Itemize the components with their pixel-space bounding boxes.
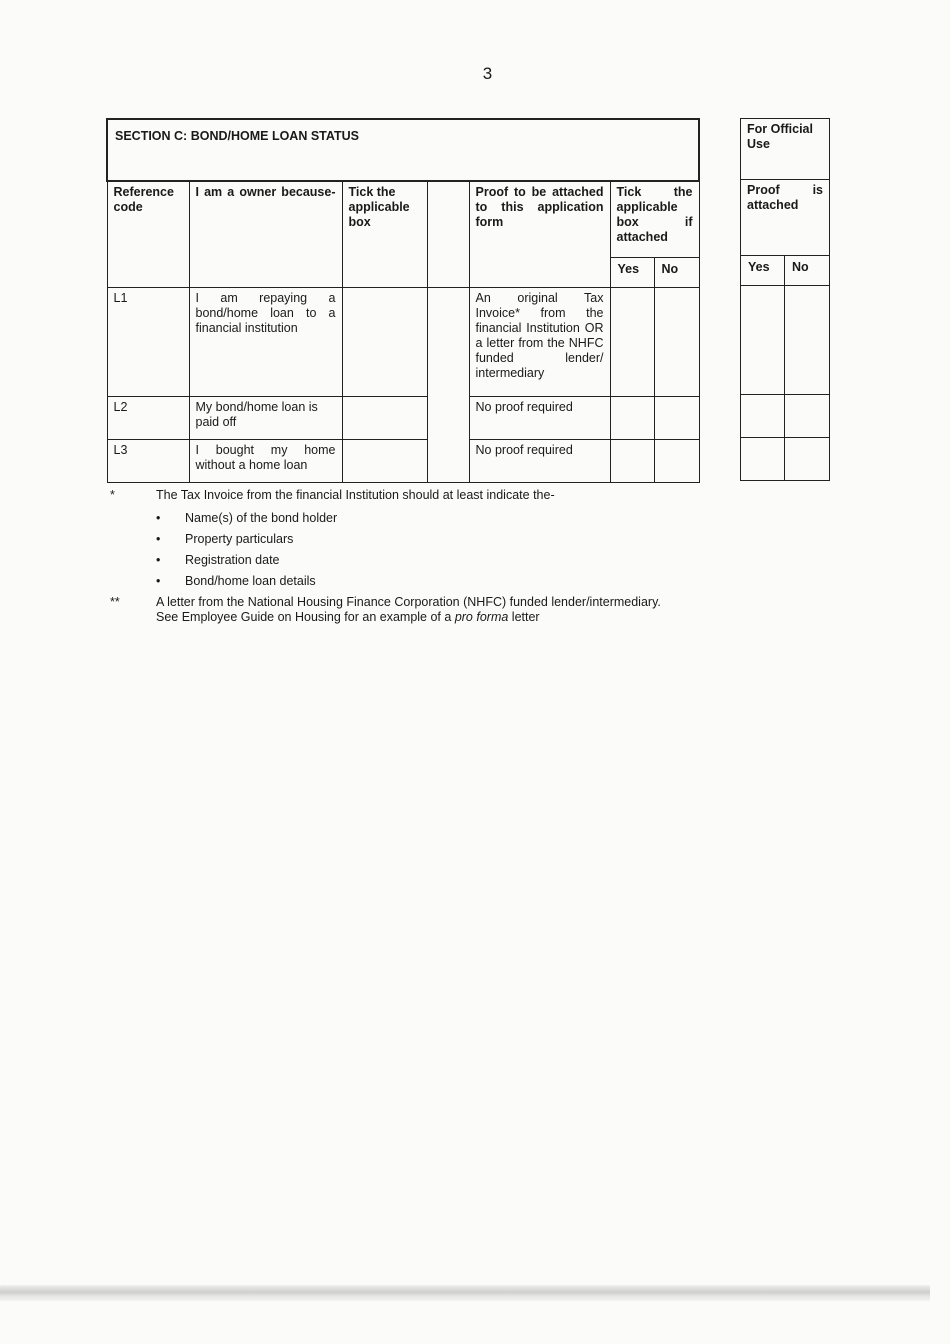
tick-box[interactable] xyxy=(342,287,427,396)
header-reference-code: Reference code xyxy=(107,181,189,287)
official-yes-box[interactable] xyxy=(741,438,785,481)
list-item xyxy=(110,511,770,526)
footnote-double-mark: ** xyxy=(110,595,120,609)
blank-column xyxy=(427,287,469,482)
row-reason: I am repaying a bond/home loan to a financial institution xyxy=(189,287,342,396)
bond-status-table xyxy=(106,118,700,483)
attached-yes-box[interactable] xyxy=(610,287,654,396)
row-code: L3 xyxy=(107,439,189,482)
bullet-icon: • xyxy=(156,553,161,567)
row-proof: No proof required xyxy=(469,439,610,482)
bullet-text: Name(s) of the bond holder xyxy=(185,511,338,525)
footnote-star-text: The Tax Invoice from the financial Institution should at least indicate the- xyxy=(156,488,555,502)
footnote-double-line2 xyxy=(156,610,770,625)
header-proof: Proof to be attached to this application form xyxy=(469,181,610,287)
footnote-double-line1: A letter from the National Housing Finance Corporation (NHFC) funded lender/intermediary. xyxy=(156,595,661,609)
tick-box[interactable] xyxy=(342,396,427,439)
list-item xyxy=(110,574,770,589)
table-row xyxy=(107,439,699,482)
footnote-line2-post: letter xyxy=(511,610,540,624)
table-row xyxy=(107,287,699,396)
row-code: L1 xyxy=(107,287,189,396)
header-owner-reason: I am a owner because- xyxy=(189,181,342,287)
bullet-icon: • xyxy=(156,532,161,546)
official-use-title: For Official Use xyxy=(741,119,830,180)
footnote-star-mark: * xyxy=(110,488,115,502)
bullet-text: Property particulars xyxy=(185,532,294,546)
row-proof: No proof required xyxy=(469,396,610,439)
footnotes xyxy=(110,488,770,631)
attached-no-box[interactable] xyxy=(654,287,699,396)
scan-artifact-bar xyxy=(0,1285,930,1301)
bullet-list xyxy=(110,511,770,589)
bullet-text: Registration date xyxy=(185,553,280,567)
page-number: 3 xyxy=(482,64,493,83)
tick-box[interactable] xyxy=(342,439,427,482)
official-yes-box[interactable] xyxy=(741,395,785,438)
official-no-box[interactable] xyxy=(785,438,830,481)
official-no-box[interactable] xyxy=(785,395,830,438)
official-no: No xyxy=(785,256,830,286)
table-row xyxy=(107,396,699,439)
section-title: SECTION C: BOND/HOME LOAN STATUS xyxy=(107,119,699,181)
bullet-text: Bond/home loan details xyxy=(185,574,316,588)
header-blank xyxy=(427,181,469,287)
attached-yes-box[interactable] xyxy=(610,396,654,439)
footnote-line2-em: pro forma xyxy=(454,610,509,624)
official-yes-box[interactable] xyxy=(741,286,785,395)
attached-no-box[interactable] xyxy=(654,396,699,439)
row-reason: I bought my home without a home loan xyxy=(189,439,342,482)
footnote-line2-pre: See Employee Guide on Housing for an example of a xyxy=(156,610,452,624)
list-item xyxy=(110,532,770,547)
bullet-icon: • xyxy=(156,574,161,588)
header-yes: Yes xyxy=(610,257,654,287)
bullet-icon: • xyxy=(156,511,161,525)
row-reason: My bond/home loan is paid off xyxy=(189,396,342,439)
official-yes: Yes xyxy=(741,256,785,286)
list-item xyxy=(110,553,770,568)
official-proof-attached: Proof is attached xyxy=(741,180,830,256)
official-no-box[interactable] xyxy=(785,286,830,395)
attached-yes-box[interactable] xyxy=(610,439,654,482)
footnote-nhfc-letter xyxy=(110,595,770,625)
row-code: L2 xyxy=(107,396,189,439)
footnote-tax-invoice xyxy=(110,488,770,503)
row-proof: An original Tax Invoice* from the financial Institution OR a letter from the NHFC funded lender/ intermediary xyxy=(469,287,610,396)
header-tick-if-attached: Tick the applicable box if attached xyxy=(610,181,699,257)
attached-no-box[interactable] xyxy=(654,439,699,482)
header-no: No xyxy=(654,257,699,287)
header-tick-box: Tick the applicable box xyxy=(342,181,427,287)
official-use-table xyxy=(740,118,830,481)
